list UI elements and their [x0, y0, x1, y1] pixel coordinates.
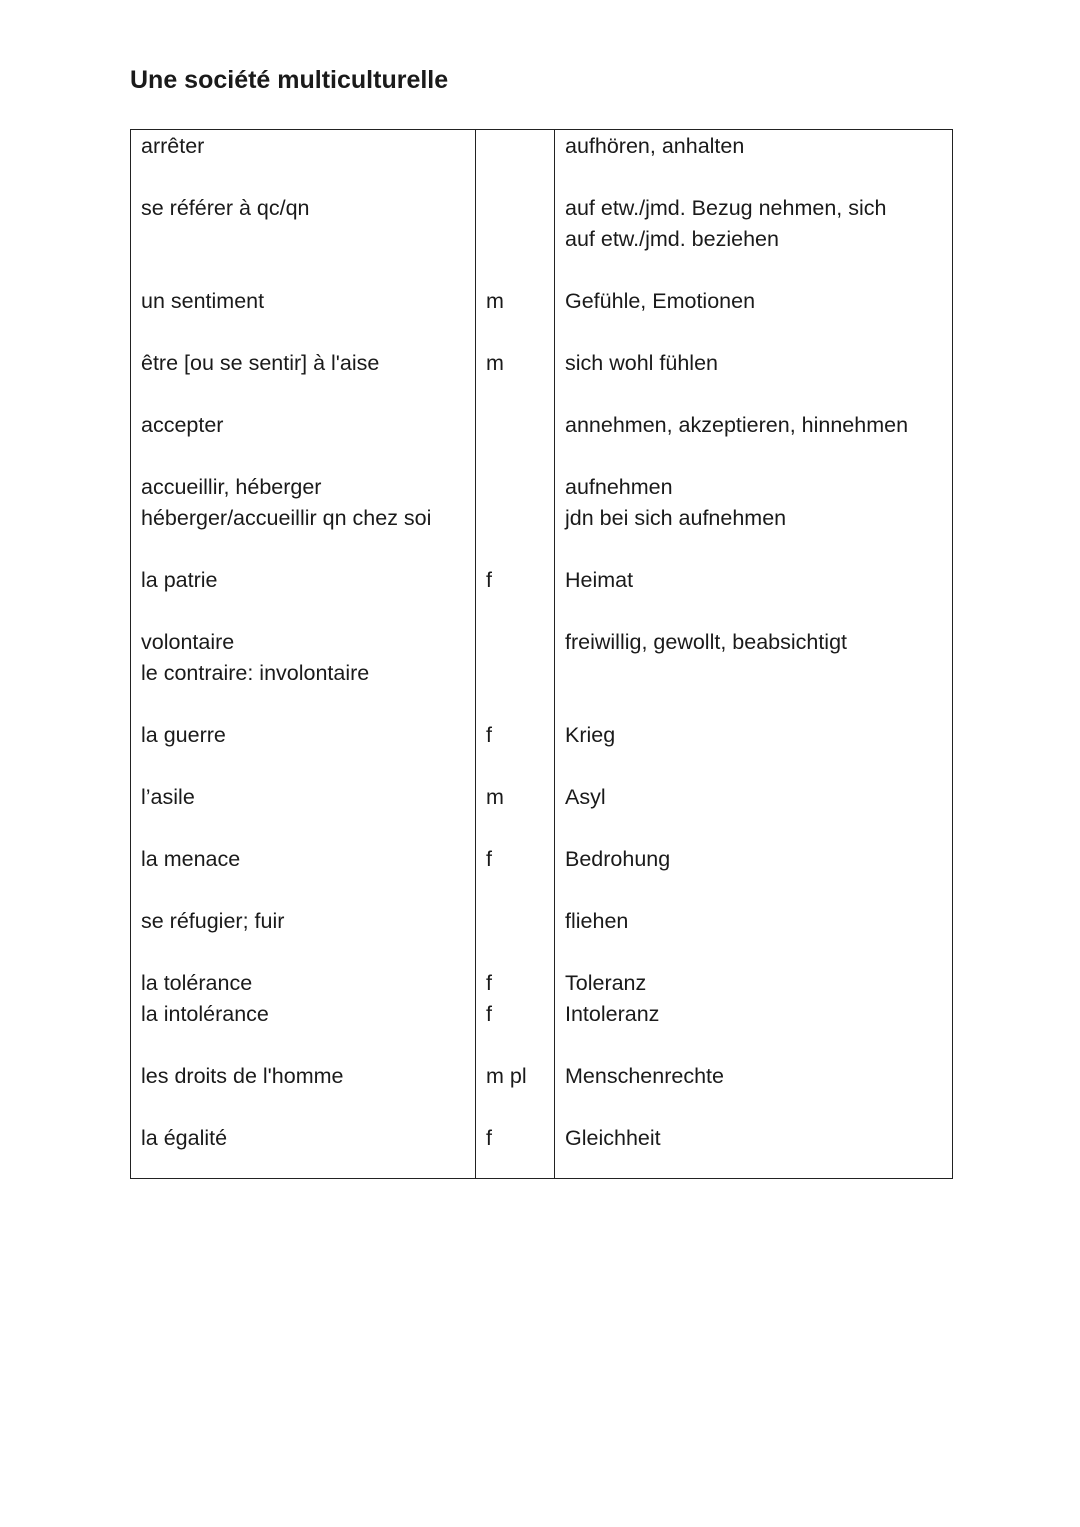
french-term: la patrie — [141, 568, 218, 592]
table-row — [131, 968, 953, 1061]
german-translation-cell — [555, 627, 953, 720]
french-term-cell — [131, 130, 476, 194]
french-term-cell — [131, 782, 476, 844]
table-row — [131, 782, 953, 844]
german-translation-cell — [555, 720, 953, 782]
gender-cell — [476, 348, 555, 410]
german-translation-cell — [555, 472, 953, 565]
french-term-cell — [131, 565, 476, 627]
gender-cell — [476, 720, 555, 782]
french-term: la intolérance — [141, 1002, 269, 1026]
table-row — [131, 193, 953, 286]
table-row — [131, 286, 953, 348]
gender-cell — [476, 627, 555, 720]
german-translation: auf etw./jmd. beziehen — [565, 227, 779, 251]
french-term-cell — [131, 844, 476, 906]
table-row — [131, 410, 953, 472]
gender-marker: f — [486, 1002, 492, 1026]
french-term-cell — [131, 627, 476, 720]
gender-marker: f — [486, 723, 492, 747]
table-row — [131, 348, 953, 410]
german-translation: Menschenrechte — [565, 1064, 724, 1088]
german-translation-cell — [555, 906, 953, 968]
page-title: Une société multiculturelle — [130, 66, 449, 94]
german-translation: annehmen, akzeptieren, hinnehmen — [565, 413, 909, 437]
gender-cell — [476, 410, 555, 472]
french-term: se référer à qc/qn — [141, 196, 310, 220]
french-term: la égalité — [141, 1126, 228, 1150]
french-term-cell — [131, 348, 476, 410]
german-translation: aufnehmen — [565, 475, 673, 499]
french-term: accepter — [141, 413, 224, 437]
french-term: la tolérance — [141, 971, 253, 995]
vocabulary-table — [130, 129, 953, 1179]
table-row — [131, 1123, 953, 1179]
table-row — [131, 906, 953, 968]
french-term: accueillir, héberger — [141, 475, 322, 499]
french-term: les droits de l'homme — [141, 1064, 344, 1088]
french-term-cell — [131, 410, 476, 472]
german-translation: Intoleranz — [565, 1002, 660, 1026]
french-term: se réfugier; fuir — [141, 909, 285, 933]
french-term-cell — [131, 1123, 476, 1179]
german-translation-cell — [555, 782, 953, 844]
gender-marker: m pl — [486, 1064, 527, 1088]
french-term: la guerre — [141, 723, 226, 747]
german-translation: Toleranz — [565, 971, 647, 995]
german-translation: Krieg — [565, 723, 616, 747]
german-translation-cell — [555, 844, 953, 906]
french-term-cell — [131, 720, 476, 782]
german-translation: fliehen — [565, 909, 629, 933]
french-term: le contraire: involontaire — [141, 661, 370, 685]
table-row — [131, 130, 953, 194]
french-term-cell — [131, 193, 476, 286]
gender-cell — [476, 844, 555, 906]
gender-cell — [476, 1061, 555, 1123]
gender-cell — [476, 286, 555, 348]
gender-cell — [476, 968, 555, 1061]
german-translation: Heimat — [565, 568, 634, 592]
french-term: être [ou se sentir] à l'aise — [141, 351, 380, 375]
german-translation: Bedrohung — [565, 847, 671, 871]
german-translation-cell — [555, 130, 953, 194]
french-term: la menace — [141, 847, 241, 871]
german-translation-cell — [555, 1123, 953, 1179]
german-translation: auf etw./jmd. Bezug nehmen, sich — [565, 196, 887, 220]
german-translation-cell — [555, 1061, 953, 1123]
gender-cell — [476, 193, 555, 286]
german-translation: sich wohl fühlen — [565, 351, 718, 375]
gender-marker: f — [486, 1126, 492, 1150]
french-term: arrêter — [141, 134, 205, 158]
german-translation-cell — [555, 410, 953, 472]
table-row — [131, 1061, 953, 1123]
german-translation: freiwillig, gewollt, beabsichtigt — [565, 630, 848, 654]
german-translation-cell — [555, 193, 953, 286]
german-translation-cell — [555, 565, 953, 627]
french-term-cell — [131, 1061, 476, 1123]
gender-marker: m — [486, 785, 504, 809]
gender-cell — [476, 565, 555, 627]
table-row — [131, 472, 953, 565]
french-term-cell — [131, 472, 476, 565]
german-translation-cell — [555, 348, 953, 410]
table-row — [131, 720, 953, 782]
french-term: volontaire — [141, 630, 235, 654]
gender-marker: f — [486, 568, 492, 592]
german-translation-cell — [555, 968, 953, 1061]
gender-marker: m — [486, 289, 504, 313]
french-term: héberger/accueillir qn chez soi — [141, 506, 432, 530]
french-term-cell — [131, 968, 476, 1061]
german-translation: Gefühle, Emotionen — [565, 289, 756, 313]
gender-marker: m — [486, 351, 504, 375]
table-row — [131, 844, 953, 906]
table-row — [131, 565, 953, 627]
gender-cell — [476, 472, 555, 565]
table-row — [131, 627, 953, 720]
german-translation: Gleichheit — [565, 1126, 661, 1150]
german-translation: jdn bei sich aufnehmen — [565, 506, 787, 530]
french-term: un sentiment — [141, 289, 265, 313]
german-translation: aufhören, anhalten — [565, 134, 745, 158]
gender-cell — [476, 782, 555, 844]
gender-cell — [476, 906, 555, 968]
gender-cell — [476, 130, 555, 194]
gender-marker: f — [486, 971, 492, 995]
german-translation: Asyl — [565, 785, 606, 809]
german-translation-cell — [555, 286, 953, 348]
gender-marker: f — [486, 847, 492, 871]
french-term-cell — [131, 906, 476, 968]
french-term: l’asile — [141, 785, 195, 809]
french-term-cell — [131, 286, 476, 348]
gender-cell — [476, 1123, 555, 1179]
